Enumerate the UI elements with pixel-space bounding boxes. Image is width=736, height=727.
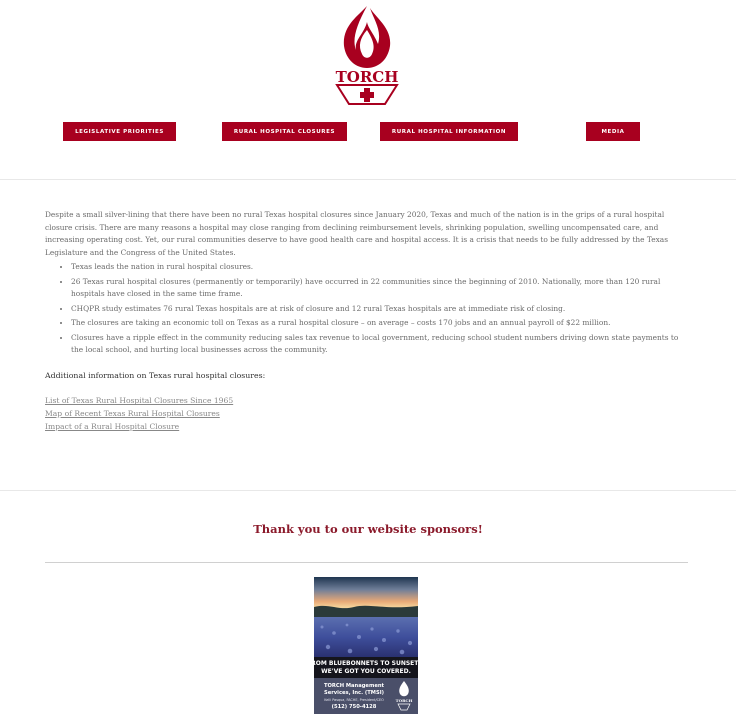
ad-company-2: Services, Inc. (TMSI) — [323, 690, 385, 696]
link-closures-since-1965[interactable]: List of Texas Rural Hospital Closures Since 1965 — [45, 396, 234, 406]
sponsors-title: Thank you to our website sponsors! — [253, 522, 483, 536]
link-closure-impact[interactable]: Impact of a Rural Hospital Closure — [45, 421, 180, 431]
header-divider — [0, 179, 736, 180]
torch-flame-icon — [334, 4, 400, 106]
ad-headline-1: FROM BLUEBONNETS TO SUNSETS, — [307, 660, 425, 667]
ad-company-1: TORCH Management — [323, 683, 385, 689]
nav-rural-hospital-closures[interactable]: RURAL HOSPITAL CLOSURES — [222, 122, 347, 141]
list-item: • 26 Texas rural hospital closures (permanently or temporarily) have occurred in 22 communities since the beginning of 2010. Nationally, more than 120 rural hospitals have closed in the same time frame. — [71, 276, 690, 301]
link-closures-map[interactable]: Map of Recent Texas Rural Hospital Closures — [45, 408, 220, 418]
main-content — [45, 209, 690, 433]
ad-phone: (512) 750-4128 — [331, 704, 377, 710]
list-item: • Closures have a ripple effect in the community reducing sales tax revenue to local government, reducing school student numbers driving down state payments to the local school, and hurting local businesses across the community. — [71, 332, 690, 357]
ad-person: Kelli Pasqua, FACHE, President/CEO — [324, 698, 384, 702]
nav-legislative-priorities[interactable]: LEGISLATIVE PRIORITIES — [63, 122, 176, 141]
bluebonnet-field-image — [307, 577, 425, 714]
facts-list — [45, 261, 690, 356]
additional-info-heading: Additional information on Texas rural hospital closures: — [45, 370, 266, 380]
torch-logo[interactable] — [334, 4, 400, 106]
intro-paragraph: Despite a small silver-lining that there have been no rural Texas hospital closures since January 2020, Texas and much of the nation is in the grips of a rural hospital closure crisis. There are many reasons a hospital may close ranging from declining reimbursement levels, shrinking population, swelling uncompensated care, and increasing operating cost. Yet, our rural communities deserve to have good health care and hospital access. It is a crisis that needs to be fully addressed by the Texas Legislature and the Congress of the United States. — [45, 210, 669, 257]
nav-media[interactable]: MEDIA — [586, 122, 640, 141]
links-list — [45, 395, 690, 433]
nav-rural-hospital-information[interactable]: RURAL HOSPITAL INFORMATION — [380, 122, 518, 141]
sponsors-divider — [45, 562, 688, 563]
ad-mini-logo-text: TORCH — [395, 698, 413, 703]
list-item: • Texas leads the nation in rural hospital closures. — [71, 261, 690, 274]
logo-text: TORCH — [335, 68, 399, 86]
ad-headline-2: WE'VE GOT YOU COVERED. — [321, 668, 411, 675]
list-item: • CHQPR study estimates 76 rural Texas hospitals are at risk of closure and 12 rural Texas hospitals are at immediate risk of closing. — [71, 303, 690, 316]
list-item: • The closures are taking an economic toll on Texas as a rural hospital closure – on average – costs 170 jobs and an annual payroll of $22 million. — [71, 317, 690, 330]
section-divider — [0, 490, 736, 491]
sponsor-ad-tmsi[interactable] — [307, 577, 425, 714]
